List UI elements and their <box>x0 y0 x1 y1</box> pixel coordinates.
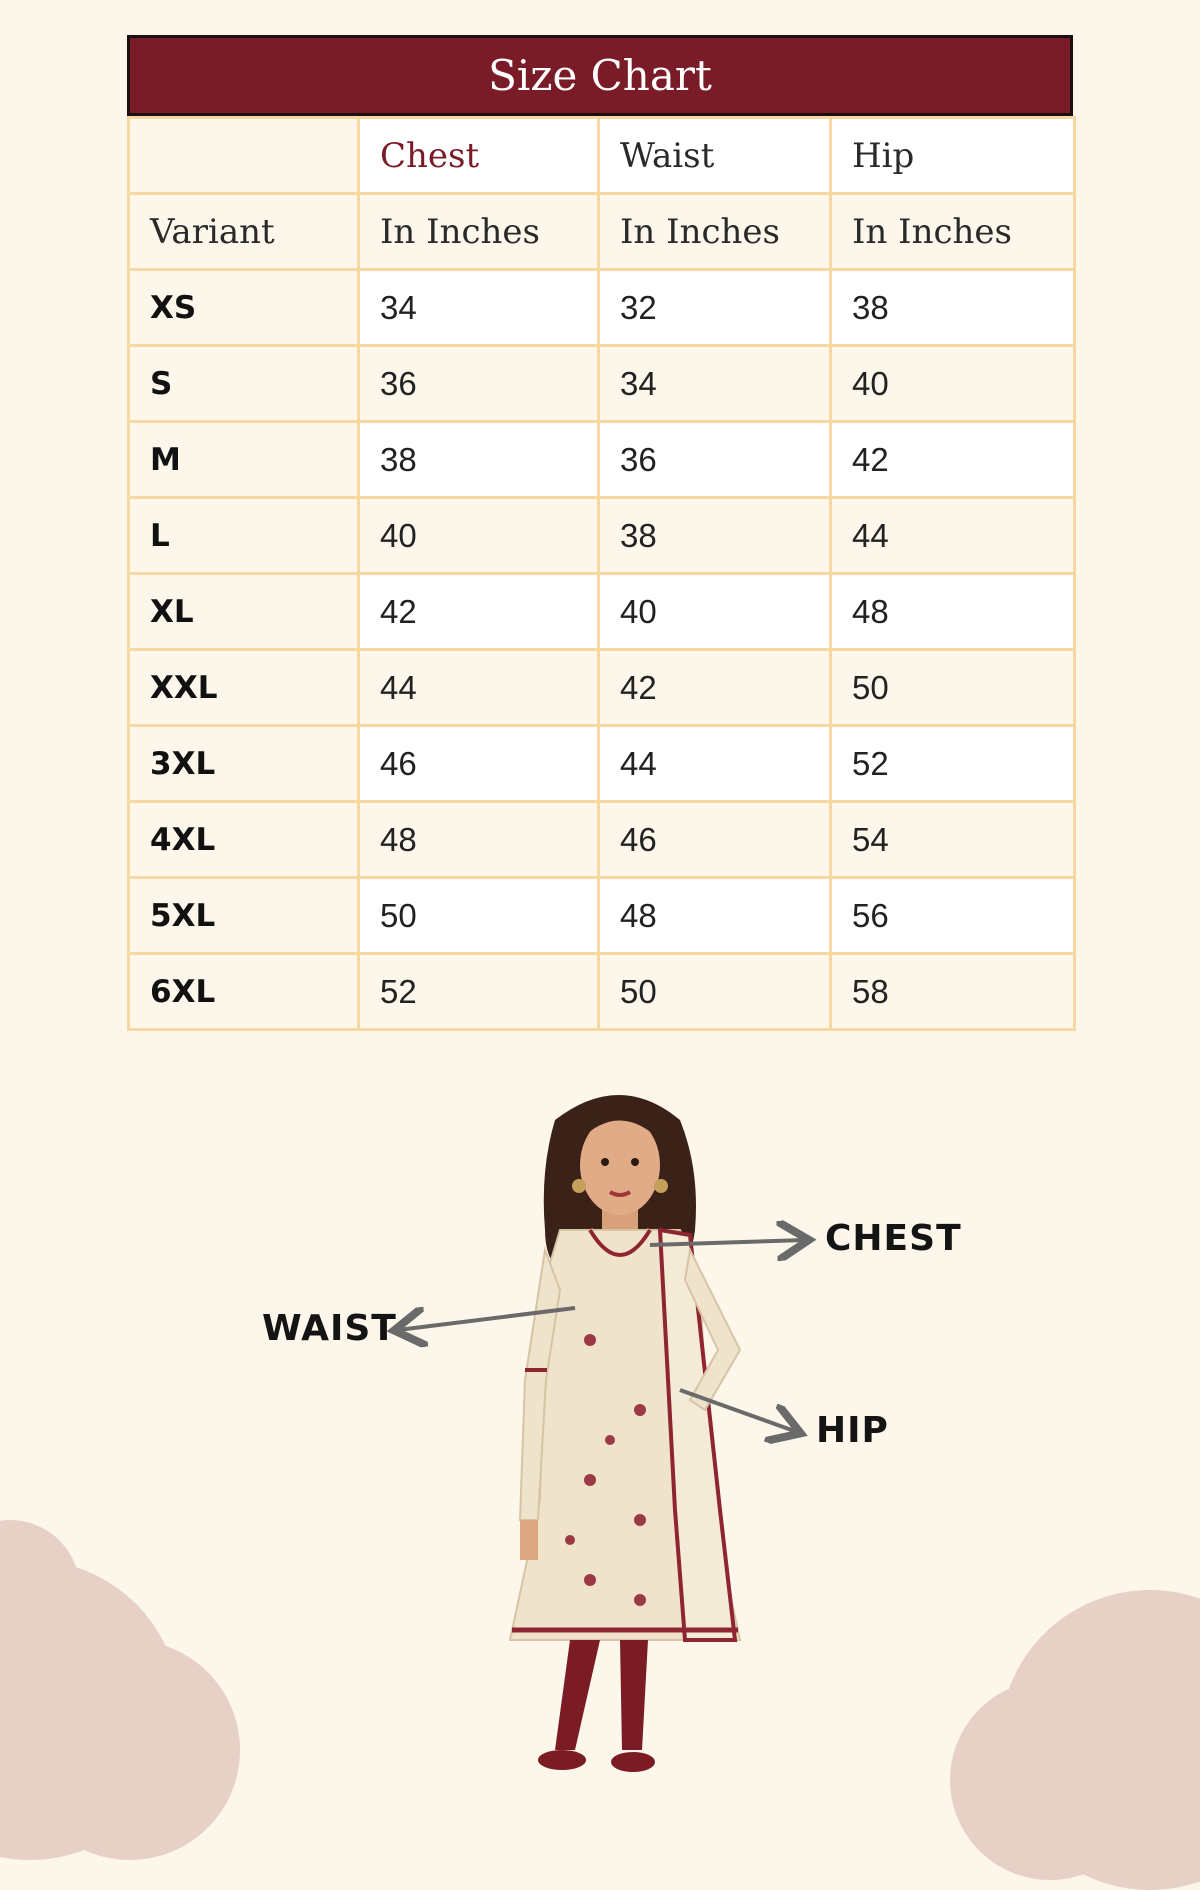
cell-chest: 36 <box>359 346 599 422</box>
cell-hip: 50 <box>831 650 1075 726</box>
cell-hip: 56 <box>831 878 1075 954</box>
cell-hip: 44 <box>831 498 1075 574</box>
cell-variant: 4XL <box>129 802 359 878</box>
cell-waist: 42 <box>599 650 831 726</box>
cell-chest: 50 <box>359 878 599 954</box>
hip-label: HIP <box>816 1410 889 1451</box>
header-unit-hip: In Inches <box>831 194 1075 270</box>
cell-chest: 48 <box>359 802 599 878</box>
header-variant: Variant <box>129 194 359 270</box>
cell-hip: 58 <box>831 954 1075 1030</box>
cell-variant: M <box>129 422 359 498</box>
cell-chest: 40 <box>359 498 599 574</box>
cell-chest: 52 <box>359 954 599 1030</box>
cell-waist: 50 <box>599 954 831 1030</box>
cell-chest: 44 <box>359 650 599 726</box>
cell-hip: 38 <box>831 270 1075 346</box>
chart-title: Size Chart <box>127 35 1073 116</box>
waist-arrow <box>398 1308 575 1330</box>
cell-waist: 34 <box>599 346 831 422</box>
header-unit-chest: In Inches <box>359 194 599 270</box>
cell-hip: 48 <box>831 574 1075 650</box>
cell-variant: XL <box>129 574 359 650</box>
header-waist: Waist <box>599 118 831 194</box>
cell-hip: 40 <box>831 346 1075 422</box>
header-chest: Chest <box>359 118 599 194</box>
cell-chest: 38 <box>359 422 599 498</box>
cell-variant: 3XL <box>129 726 359 802</box>
cell-waist: 36 <box>599 422 831 498</box>
cell-waist: 40 <box>599 574 831 650</box>
cell-hip: 42 <box>831 422 1075 498</box>
cell-waist: 32 <box>599 270 831 346</box>
chest-label: CHEST <box>825 1218 962 1259</box>
cell-waist: 46 <box>599 802 831 878</box>
cell-waist: 44 <box>599 726 831 802</box>
hip-arrow <box>680 1390 797 1432</box>
cell-chest: 34 <box>359 270 599 346</box>
cell-chest: 42 <box>359 574 599 650</box>
cell-variant: XXL <box>129 650 359 726</box>
cell-chest: 46 <box>359 726 599 802</box>
chest-arrow <box>650 1240 805 1245</box>
cell-hip: 54 <box>831 802 1075 878</box>
header-unit-waist: In Inches <box>599 194 831 270</box>
cell-variant: 5XL <box>129 878 359 954</box>
cell-variant: S <box>129 346 359 422</box>
cell-waist: 48 <box>599 878 831 954</box>
cell-variant: 6XL <box>129 954 359 1030</box>
waist-label: WAIST <box>262 1308 397 1349</box>
cell-waist: 38 <box>599 498 831 574</box>
cell-hip: 52 <box>831 726 1075 802</box>
header-hip: Hip <box>831 118 1075 194</box>
cell-variant: XS <box>129 270 359 346</box>
cell-variant: L <box>129 498 359 574</box>
